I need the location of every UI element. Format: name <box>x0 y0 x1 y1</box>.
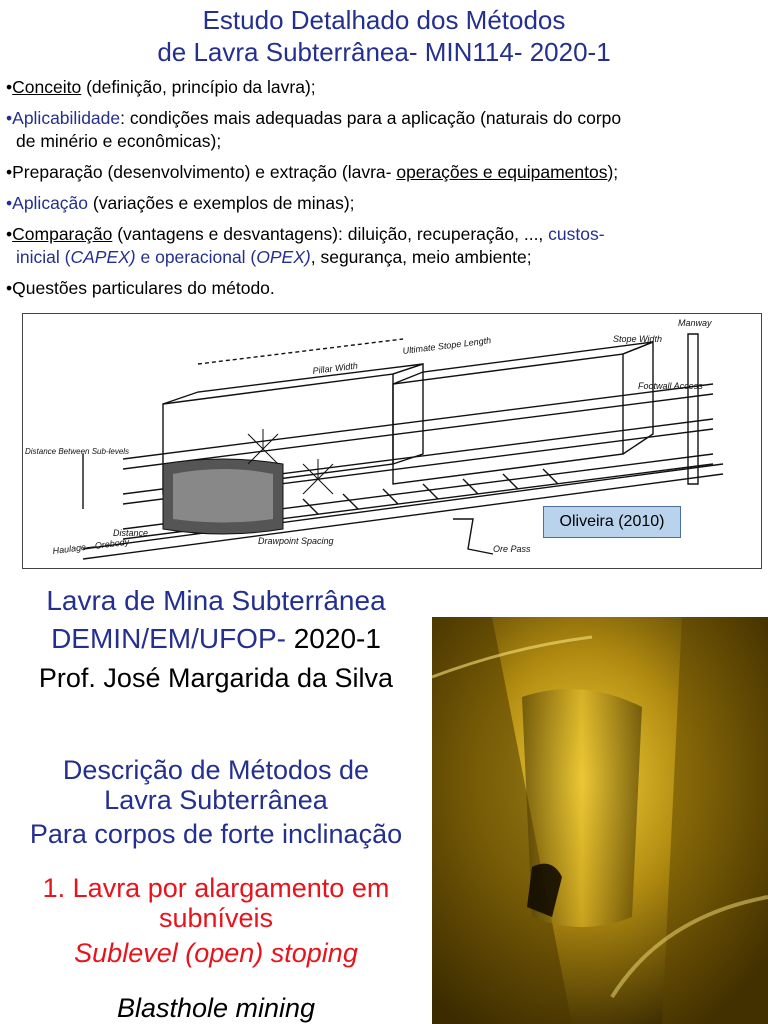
bullet-preparacao-text: •Preparação (desenvolvimento) e extração (lavra- <box>6 162 397 182</box>
bullet-preparacao <box>6 161 762 184</box>
label-haulage: Haulage—Orebody <box>52 536 130 556</box>
term-conceito: Conceito <box>12 77 82 97</box>
professor-name: Prof. José Margarida da Silva <box>38 663 394 693</box>
image-credit: Oliveira (2010) <box>543 506 681 538</box>
label-manway: Manway <box>678 318 712 328</box>
description-line-2: Lavra Subterrânea <box>104 785 328 815</box>
label-distance: Distance <box>113 528 149 538</box>
stope-photo <box>432 617 768 1024</box>
bullet-aplicabilidade: •Aplicabilidade: condições mais adequadas para a aplicação (naturais do corpo de minério e econômicas); <box>6 107 762 153</box>
title-line-2: de Lavra Subterrânea- MIN114- 2020-1 <box>157 37 611 67</box>
method-english: Sublevel (open) stoping <box>74 938 358 968</box>
sublevel-stoping-diagram <box>22 313 762 569</box>
term-capex: CAPEX) <box>70 247 136 267</box>
bullet-aplicacao-text: (variações e exemplos de minas); <box>88 193 355 213</box>
page-title <box>0 4 768 68</box>
term-comparacao: Comparação <box>12 224 113 244</box>
bullet-questoes: •Questões particulares do método. <box>6 278 275 298</box>
label-stope-width: Stope Width <box>613 334 662 344</box>
label-pillar-width: Pillar Width <box>312 360 359 376</box>
label-ultimate-stope-length: Ultimate Stope Length <box>402 335 492 356</box>
label-distance-between: Distance Between Sub-levels <box>25 447 130 456</box>
bullet-conceito: •Conceito (definição, princípio da lavra); <box>6 77 316 97</box>
topic-list <box>6 76 762 308</box>
bullet-aplicacao: •Aplicação (variações e exemplos de minas); <box>6 193 355 213</box>
course-year: 2020-1 <box>285 623 381 654</box>
title-line-1: Estudo Detalhado dos Métodos <box>202 5 566 35</box>
description-line-1: Descrição de Métodos de <box>62 755 370 785</box>
method-alt: Blasthole mining <box>116 993 316 1023</box>
stope-photo-image <box>432 617 768 1024</box>
term-operacional: e operacional ( <box>135 247 257 267</box>
term-opex: OPEX) <box>256 247 311 267</box>
bullet-preparacao-end: ); <box>607 162 619 182</box>
bullet-comparacao-text: (vantagens e desvantagens): diluição, recuperação, ..., <box>112 224 549 244</box>
description-line-3: Para corpos de forte inclinação <box>29 819 403 849</box>
bullet-comparacao-end: , segurança, meio ambiente; <box>310 247 532 267</box>
course-dept <box>0 623 432 655</box>
course-dept-name: DEMIN/EM/UFOP- <box>51 623 286 654</box>
term-aplicabilidade: Aplicabilidade <box>12 108 121 128</box>
term-aplicacao: Aplicação <box>12 193 89 213</box>
label-footwall-access: Footwall Access <box>638 381 703 391</box>
bullet-comparacao: •Comparação (vantagens e desvantagens): diluição, recuperação, ..., custos- inicial (CAPEX) e operacional (OPEX), segurança, meio ambiente; <box>6 224 605 267</box>
term-operacoes: operações e equipamentos <box>396 162 608 182</box>
bullet-aplicabilidade-cont: de minério e econômicas); <box>16 131 222 151</box>
bullet-conceito-text: (definição, princípio da lavra); <box>81 77 316 97</box>
method-line-2: subníveis <box>158 903 274 933</box>
bullet-aplicabilidade-text: : condições mais adequadas para a aplicação (naturais do corpo <box>120 108 622 128</box>
term-custos: custos- <box>548 224 605 244</box>
course-title: Lavra de Mina Subterrânea <box>46 585 386 616</box>
label-ore-pass: Ore Pass <box>493 544 531 554</box>
term-inicial: inicial ( <box>16 247 71 267</box>
label-drawpoint-spacing: Drawpoint Spacing <box>258 536 334 546</box>
method-line-1: 1. Lavra por alargamento em <box>42 873 390 903</box>
